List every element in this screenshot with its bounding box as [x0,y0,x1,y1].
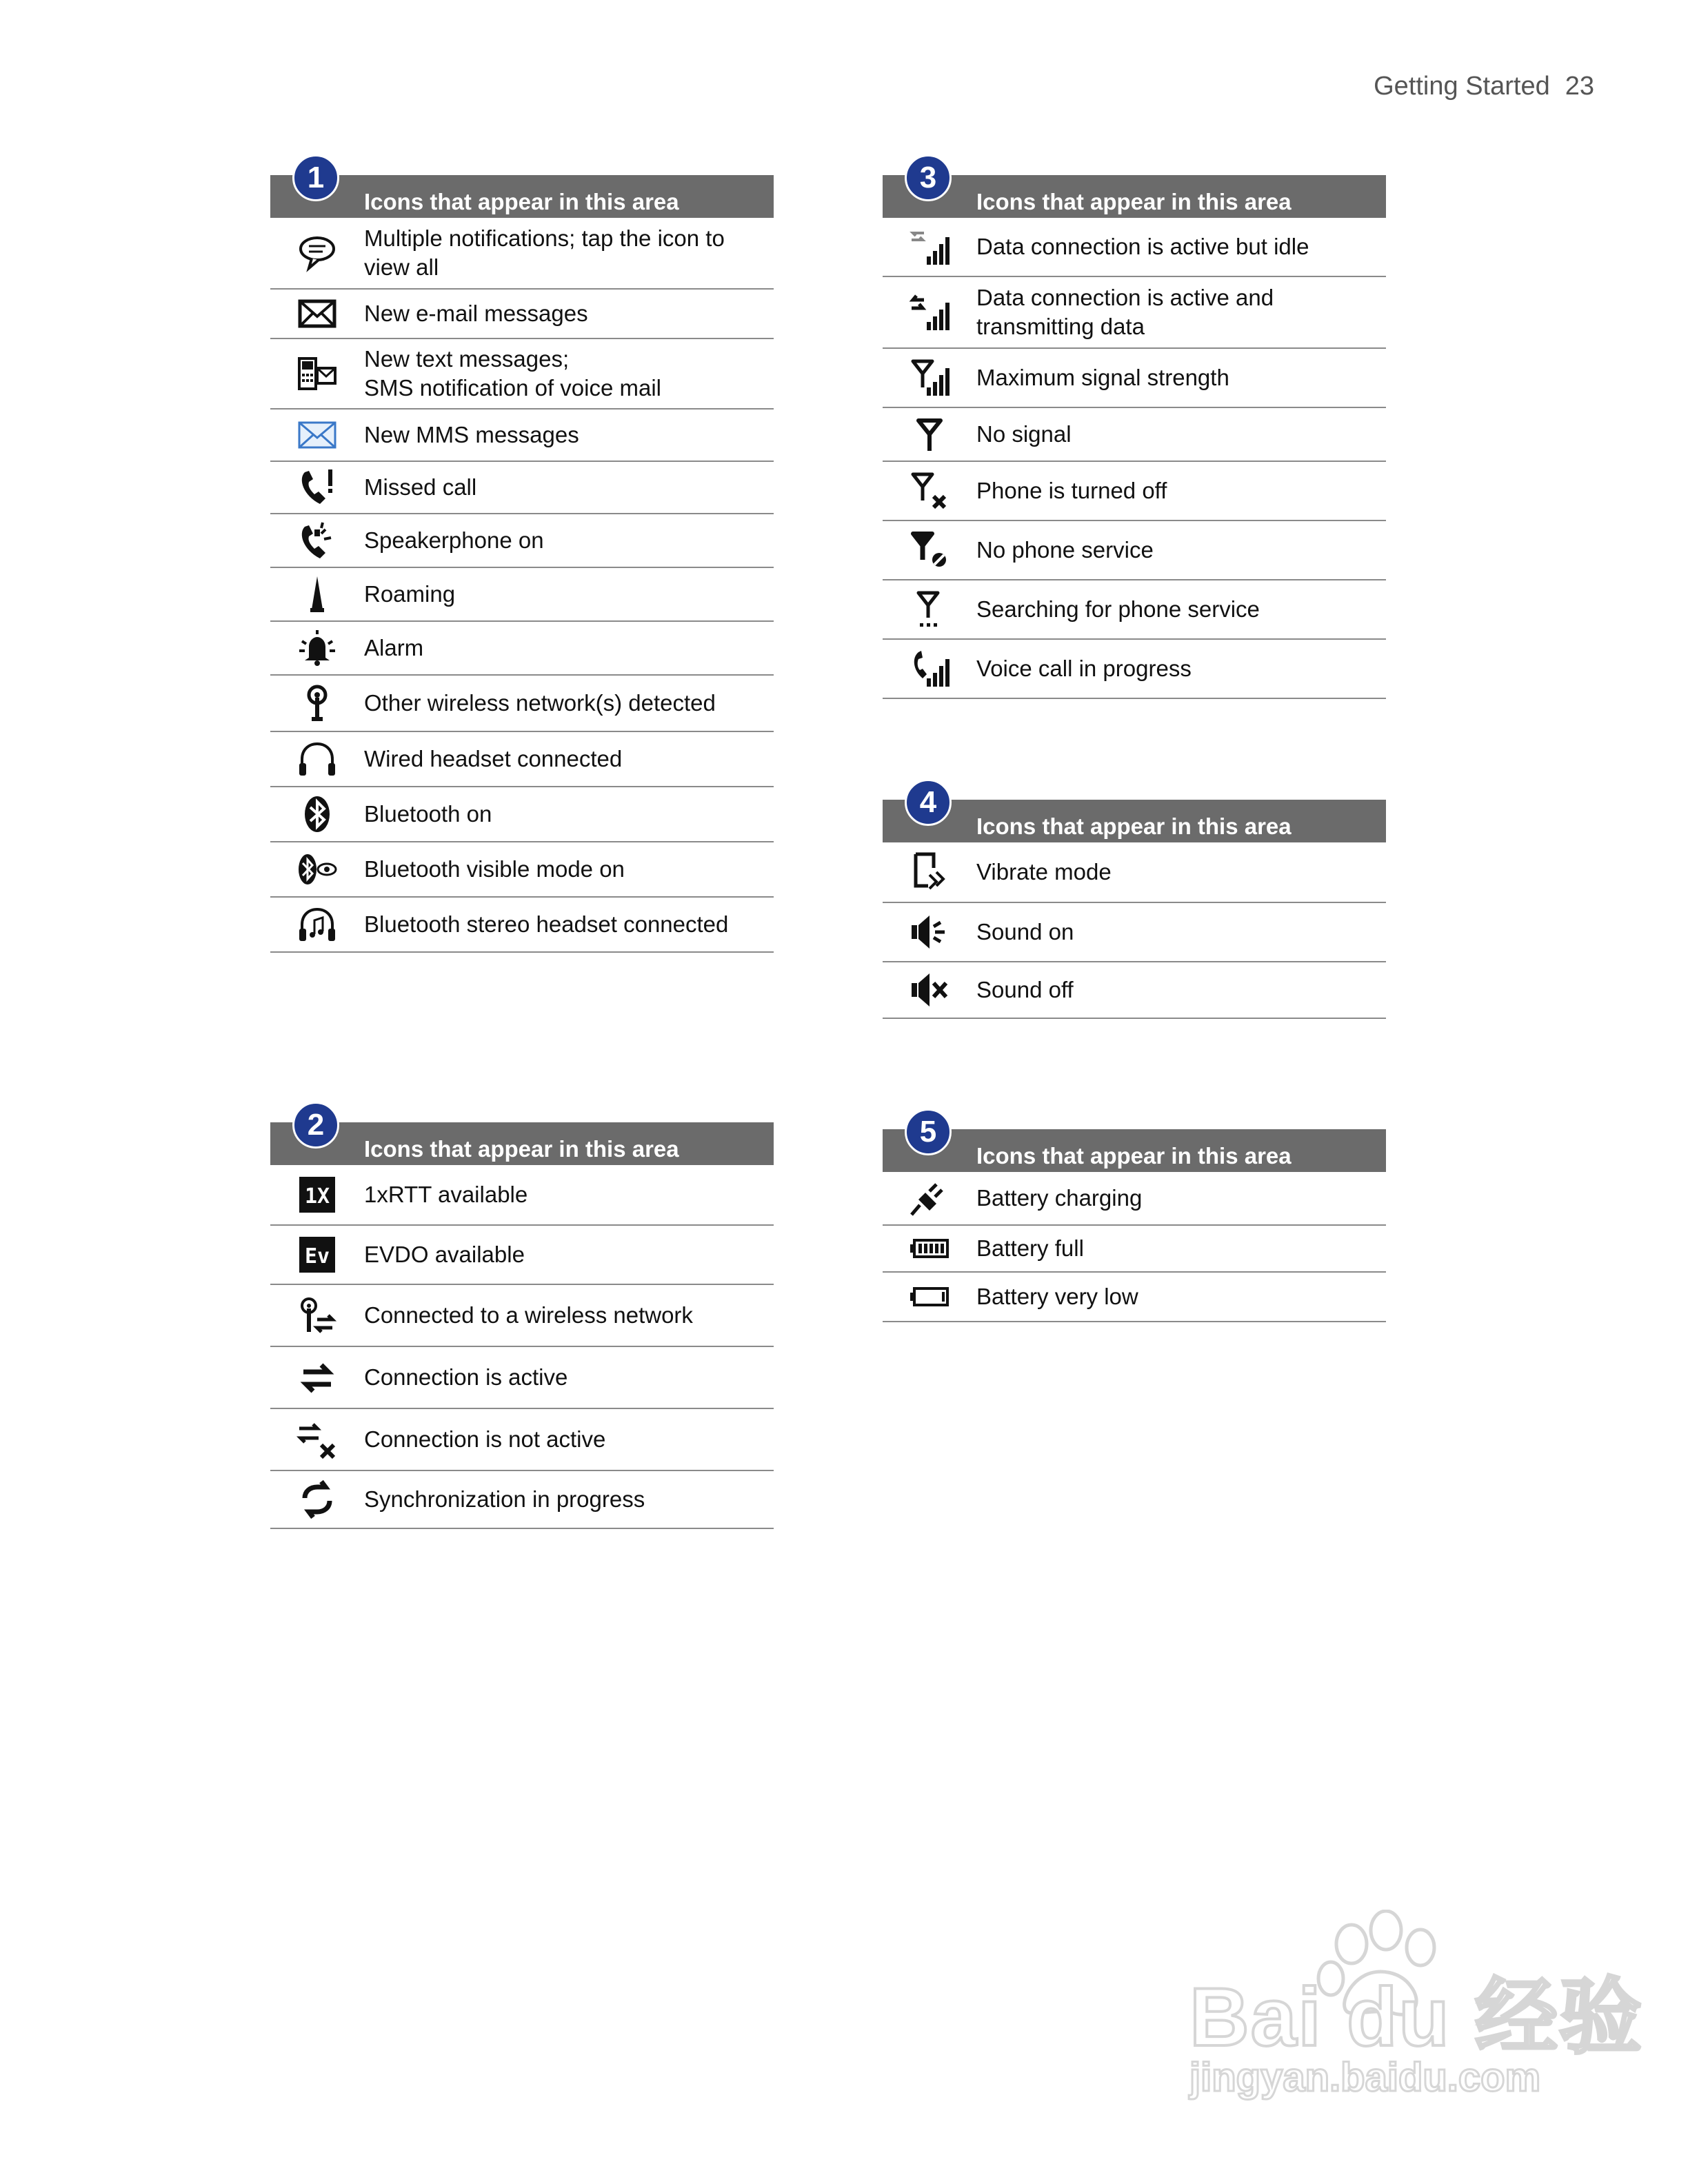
icon-description: Searching for phone service [976,596,1260,622]
icon-description: Roaming [364,581,456,607]
icon-description: Data connection is active but idle [976,234,1309,259]
icon-row [270,898,774,953]
icon-row [883,462,1386,521]
bluetooth-visible-icon [270,849,364,890]
icons-panel-4 [883,785,1386,1019]
data-idle-icon [883,226,976,267]
panel-title: Icons that appear in this area [976,1143,1292,1169]
icon-description: Bluetooth stereo headset connected [364,911,729,937]
icon-description: Synchronization in progress [364,1486,645,1512]
phone-off-icon [883,470,976,512]
icon-description: Sound off [976,977,1074,1002]
icon-description: Maximum signal strength [976,365,1229,390]
icon-row [883,1273,1386,1322]
icon-row [883,408,1386,462]
bluetooth-stereo-headset-icon [270,904,364,945]
icon-row [270,514,774,568]
icon-description: Missed call [364,474,477,500]
icon-row [883,962,1386,1019]
icon-row [270,842,774,898]
icon-row [270,410,774,462]
roaming-icon [270,574,364,615]
panel-number-badge: 5 [905,1109,952,1155]
icon-description: EVDO available [364,1242,525,1267]
icon-description: Vibrate mode [976,859,1112,884]
no-service-icon [883,529,976,571]
icon-row [270,218,774,290]
panel-header [883,1115,1386,1172]
sync-icon [270,1479,364,1520]
icon-description: Bluetooth on [364,801,492,827]
battery-full-icon [883,1228,976,1269]
voice-call-icon [883,648,976,689]
icon-row [270,787,774,842]
max-signal-icon [883,357,976,398]
panel-title: Icons that appear in this area [364,189,679,214]
icon-row [883,521,1386,580]
icon-row [883,640,1386,699]
icon-description: Voice call in progress [976,656,1192,681]
speakerphone-icon [270,520,364,561]
panel-header [270,1108,774,1165]
icon-description: Data connection is active and transmitting data [976,285,1274,339]
searching-service-icon [883,589,976,630]
icon-row [270,290,774,339]
panel-number-badge: 4 [905,779,952,826]
panel-header [883,161,1386,218]
sound-on-icon [883,911,976,953]
connection-inactive-icon [270,1419,364,1460]
icon-row [270,339,774,410]
icon-row [883,1172,1386,1226]
icon-row [270,1471,774,1529]
icon-row [883,349,1386,408]
vibrate-icon [883,851,976,893]
baidu-watermark [1186,1910,1644,2116]
icon-description: Battery full [976,1235,1084,1261]
icon-description: Connection is not active [364,1426,606,1452]
icon-description: Connection is active [364,1364,568,1390]
alarm-bell-icon [270,627,364,669]
icon-row [883,1226,1386,1273]
email-envelope-icon [270,293,364,334]
headset-icon [270,738,364,780]
icon-description: Multiple notifications; tap the icon to view all [364,225,725,280]
icon-description: Wired headset connected [364,746,623,771]
icon-description: Sound on [976,919,1074,944]
panel-header [270,161,774,218]
section-title: Getting Started [1374,72,1550,101]
icon-row [270,568,774,622]
icons-panel-5 [883,1115,1386,1322]
icon-row [270,462,774,514]
icons-panel-1 [270,161,774,953]
connection-active-icon [270,1357,364,1398]
notification-bubble-icon [270,232,364,274]
mms-envelope-icon [270,414,364,456]
data-transmitting-icon [883,292,976,333]
icon-description: Phone is turned off [976,478,1167,503]
icon-row [270,732,774,787]
missed-call-icon [270,467,364,508]
icon-description: No signal [976,421,1072,447]
evdo-icon [270,1234,364,1275]
evdo-label: Ev [304,1244,330,1268]
sms-message-icon [270,353,364,394]
icon-description: Battery very low [976,1284,1138,1309]
icon-description: New e-mail messages [364,301,588,326]
1xrtt-label: 1X [304,1184,330,1209]
icon-row [883,277,1386,349]
icon-row [270,1285,774,1347]
icon-description: 1xRTT available [364,1182,528,1207]
icon-row [883,218,1386,277]
battery-charging-icon [883,1177,976,1219]
icon-row [270,1347,774,1409]
icon-description: Speakerphone on [364,527,544,553]
no-signal-icon [883,414,976,455]
icons-panel-2 [270,1108,774,1529]
icon-row [883,842,1386,903]
icon-row [270,676,774,732]
icon-description: Battery charging [976,1185,1143,1211]
bluetooth-icon [270,793,364,835]
icon-description: New MMS messages [364,422,579,447]
panel-title: Icons that appear in this area [364,1136,679,1162]
icon-description: New text messages; SMS notification of voice mail [364,346,662,401]
watermark-url: jingyan.baidu.com [1189,2055,1541,2100]
1xrtt-icon [270,1174,364,1215]
battery-low-icon [883,1276,976,1317]
page-number: 23 [1565,72,1594,101]
page-header [1374,72,1594,101]
panel-header [883,785,1386,842]
icon-description: Connected to a wireless network [364,1302,693,1328]
icon-description: No phone service [976,537,1154,563]
icon-row [883,903,1386,962]
icons-panel-3 [883,161,1386,699]
icon-row [270,1226,774,1285]
sound-off-icon [883,969,976,1011]
panel-number-badge: 1 [292,154,339,201]
icon-description: Other wireless network(s) detected [364,690,716,716]
icon-row [270,622,774,676]
wireless-network-icon [270,682,364,724]
icon-description: Alarm [364,635,424,660]
watermark-brand: Bai du 经验 [1189,1971,1644,2063]
icon-row [270,1165,774,1226]
icon-row [883,580,1386,640]
panel-number-badge: 3 [905,154,952,201]
panel-title: Icons that appear in this area [976,813,1292,839]
wireless-connected-icon [270,1295,364,1336]
panel-number-badge: 2 [292,1102,339,1149]
panel-title: Icons that appear in this area [976,189,1292,214]
icon-description: Bluetooth visible mode on [364,856,625,882]
icon-row [270,1409,774,1471]
